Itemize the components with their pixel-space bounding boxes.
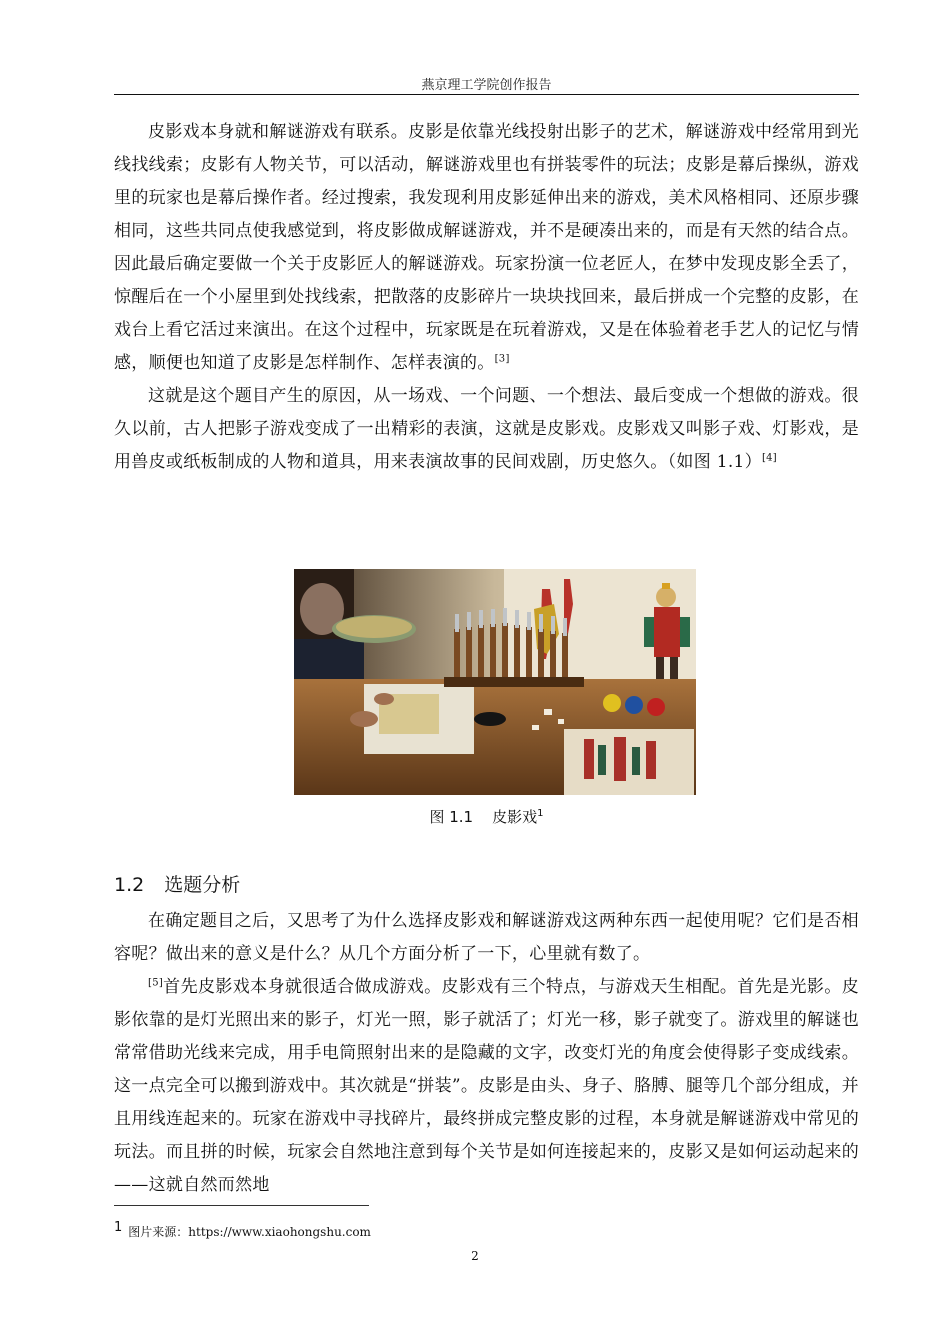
section-number: 1.2 (114, 874, 145, 896)
section-title: 选题分析 (164, 874, 241, 896)
shadow-puppet-workshop-photo (294, 569, 696, 795)
paragraph-text: 这就是这个题目产生的原因，从一场戏、一个问题、一个想法、最后变成一个想做的游戏。很久以前，古人把影子游戏变成了一出精彩的表演，这就是皮影戏。皮影戏又叫影子戏、灯影戏，是用兽皮或纸板制成的人物和道具，用来表演故事的民间戏剧，历史悠久。（如图 1.1） (114, 386, 859, 472)
citation: [4] (761, 452, 778, 464)
paragraph-text: 皮影戏本身就和解谜游戏有联系。皮影是依靠光线投射出影子的艺术，解谜游戏中经常用到光线找线索；皮影有人物关节，可以活动，解谜游戏里也有拼装零件的玩法；皮影是幕后操纵，游戏里的玩家也是幕后操作者。经过搜索，我发现利用皮影延伸出来的游戏，美术风格相同、还原步骤相同，这些共同点使我感觉到，将皮影做成解谜游戏，并不是硬凑出来的，而是有天然的结合点。因此最后确定要做一个关于皮影匠人的解谜游戏。玩家扮演一位老匠人，在梦中发现皮影全丢了，惊醒后在一个小屋里到处找线索，把散落的皮影碎片一块块找回来，最后拼成一个完整的皮影，在戏台上看它活过来演出。在这个过程中，玩家既是在玩着游戏，又是在体验着老手艺人的记忆与情感，顺便也知道了皮影是怎样制作、怎样表演的。 (114, 122, 859, 373)
citation: [5] (148, 977, 164, 989)
body-text-block-2 (114, 905, 859, 1202)
page-number: 2 (471, 1249, 479, 1263)
header-rule (114, 94, 859, 95)
footnote (114, 1220, 371, 1240)
paragraph-text: 首先皮影戏本身就很适合做成游戏。皮影戏有三个特点，与游戏天生相配。首先是光影。皮影依靠的是灯光照出来的影子，灯光一照，影子就活了；灯光一移，影子就变了。游戏里的解谜也常常借助光线来完成，用手电筒照射出来的是隐藏的文字，改变灯光的角度会使得影子变成线索。这一点完全可以搬到游戏中。其次就是“拼装”。皮影是由头、身子、胳膊、腿等几个部分组成，并且用线连起来的。玩家在游戏中寻找碎片，最终拼成完整皮影的过程，本身就是解谜游戏中常见的玩法。而且拼的时候，玩家会自然地注意到每个关节是如何连接起来的，皮影又是如何运动起来的——这就自然而然地 (114, 977, 859, 1195)
figure-caption (114, 806, 859, 827)
section-heading (114, 870, 240, 897)
footnote-text: 图片来源：https://www.xiaohongshu.com (128, 1225, 371, 1239)
paragraph-text: 在确定题目之后，又思考了为什么选择皮影戏和解谜游戏这两种东西一起使用呢？它们是否相容呢？做出来的意义是什么？从几个方面分析了一下，心里就有数了。 (114, 911, 859, 964)
footnote-mark: 1 (114, 1220, 123, 1235)
paragraph (114, 116, 859, 380)
citation: [3] (494, 353, 510, 365)
paragraph (114, 905, 859, 971)
figure-number: 图 1.1 (429, 808, 474, 826)
page-header: 燕京理工学院创作报告 (421, 78, 552, 93)
footnote-ref: 1 (537, 808, 544, 819)
body-text-block-1 (114, 116, 859, 479)
paragraph (114, 971, 859, 1202)
paragraph (114, 380, 859, 479)
figure-title: 皮影戏 (492, 808, 538, 826)
footnote-rule (114, 1205, 369, 1206)
